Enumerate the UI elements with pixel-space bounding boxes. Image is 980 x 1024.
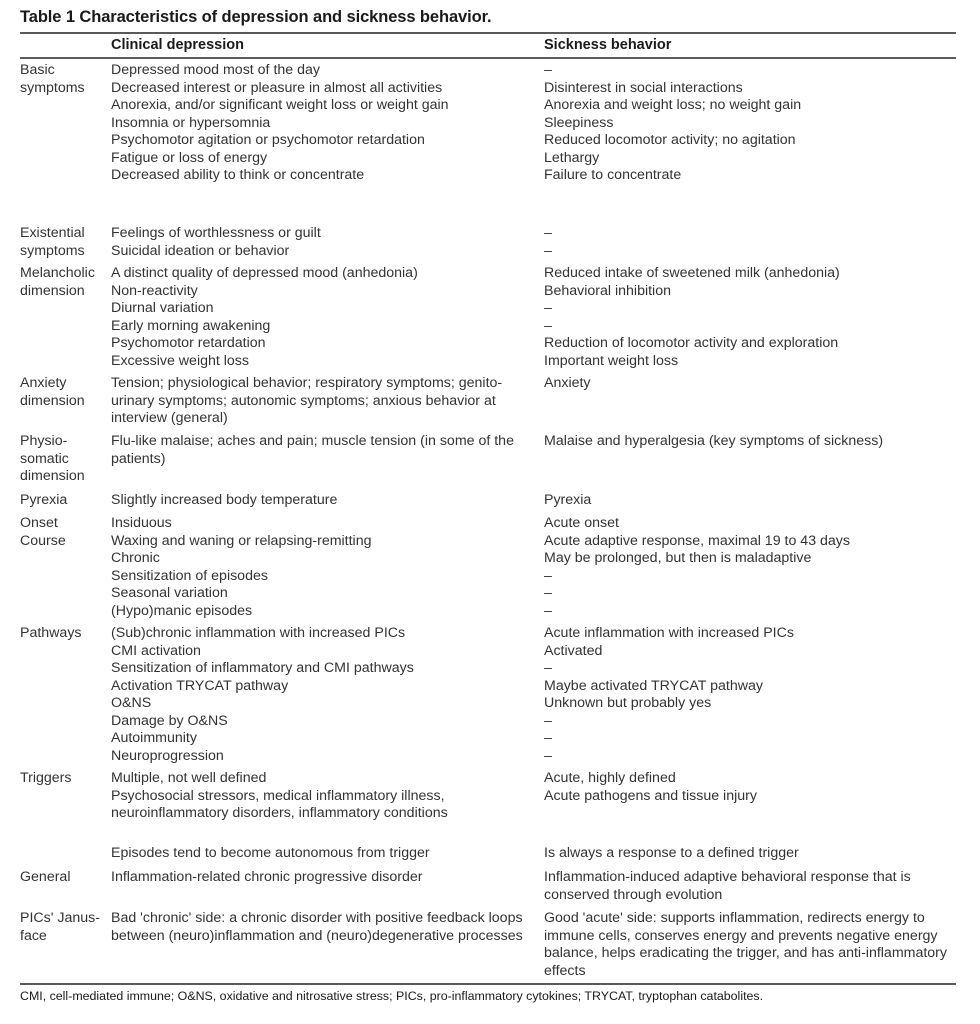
sickness-behavior-cell — [544, 910, 956, 980]
cell-line: Unknown but probably yes — [544, 695, 712, 711]
cell-line: General — [20, 869, 71, 885]
cell-line: Sensitization of inflammatory and CMI pathways — [111, 660, 414, 676]
header-rule — [20, 57, 956, 59]
cell-line: Psychomotor agitation or psychomotor retardation — [111, 132, 425, 148]
cell-line: Decreased ability to think or concentrate — [111, 167, 365, 183]
cell-line: – — [544, 62, 552, 78]
clinical-depression-cell — [111, 225, 526, 260]
cell-line: A distinct quality of depressed mood (anhedonia) — [111, 265, 418, 281]
cell-line: PICs' Janus- — [20, 910, 100, 926]
cell-line: Bad 'chronic' side: a chronic disorder with positive feedback loops — [111, 910, 523, 926]
cell-line: Malaise and hyperalgesia (key symptoms of sickness) — [544, 433, 884, 449]
clinical-depression-cell — [111, 625, 526, 765]
cell-line: Inflammation-induced adaptive behavioral response that is — [544, 869, 911, 885]
sickness-behavior-cell — [544, 375, 956, 393]
cell-line: Depressed mood most of the day — [111, 62, 320, 78]
cell-line: Acute, highly defined — [544, 770, 676, 786]
cell-line: neuroinflammatory disorders, inflammatory conditions — [111, 805, 448, 821]
cell-line: patients) — [111, 450, 166, 467]
row-category — [20, 375, 108, 410]
sickness-behavior-cell — [544, 625, 956, 765]
cell-line: Damage by O&NS — [111, 712, 228, 729]
cell-line: Pyrexia — [544, 492, 592, 508]
cell-line: – — [544, 317, 552, 334]
clinical-depression-cell — [111, 770, 526, 823]
cell-line: Acute pathogens and tissue injury — [544, 787, 757, 804]
cell-line: Course — [20, 532, 66, 549]
cell-line: Chronic — [111, 550, 160, 566]
cell-line: Diurnal variation — [111, 300, 214, 316]
table-title: Table 1 Characteristics of depression and sickness behavior. — [20, 8, 492, 26]
cell-line: effects — [544, 962, 586, 979]
clinical-depression-cell — [111, 492, 526, 510]
cell-line: (Sub)chronic inflammation with increased PICs — [111, 625, 406, 641]
cell-line: (Hypo)manic episodes — [111, 602, 253, 619]
clinical-depression-cell — [111, 845, 526, 863]
cell-line: Episodes tend to become autonomous from trigger — [111, 845, 430, 861]
clinical-depression-cell — [111, 515, 526, 620]
table-footnote: CMI, cell-mediated immune; O&NS, oxidative and nitrosative stress; PICs, pro-inflammatory cytokines; TRYCAT, tryptophan catabolites. — [20, 989, 764, 1003]
cell-line: Reduction of locomotor activity and exploration — [544, 335, 839, 351]
cell-line: dimension — [20, 468, 85, 484]
cell-line: dimension — [20, 282, 85, 299]
row-category — [20, 492, 108, 510]
row-category — [20, 225, 108, 260]
cell-line: Neuroprogression — [111, 747, 224, 764]
top-rule — [20, 32, 956, 34]
sickness-behavior-cell — [544, 265, 956, 370]
cell-line: Feelings of worthlessness or guilt — [111, 225, 321, 241]
row-category — [20, 770, 108, 788]
cell-line: Lethargy — [544, 149, 600, 166]
cell-line: Activated — [544, 642, 603, 659]
cell-line: Early morning awakening — [111, 317, 271, 334]
sickness-behavior-cell — [544, 492, 956, 510]
cell-line: – — [544, 730, 552, 746]
row-category — [20, 62, 108, 97]
cell-line: Excessive weight loss — [111, 352, 249, 369]
sickness-behavior-cell — [544, 433, 956, 451]
cell-line: – — [544, 602, 552, 619]
row-category — [20, 433, 108, 486]
sickness-behavior-cell — [544, 845, 956, 863]
cell-line: May be prolonged, but then is maladaptive — [544, 550, 812, 566]
cell-line: Is always a response to a defined trigger — [544, 845, 799, 861]
cell-line: Seasonal variation — [111, 585, 228, 601]
cell-line: urinary symptoms; autonomic symptoms; anxious behavior at — [111, 392, 496, 409]
cell-line: Insiduous — [111, 515, 172, 531]
cell-line: Suicidal ideation or behavior — [111, 242, 290, 259]
clinical-depression-cell — [111, 265, 526, 370]
cell-line: Flu-like malaise; aches and pain; muscle tension (in some of the — [111, 433, 514, 449]
cell-line: Slightly increased body temperature — [111, 492, 338, 508]
cell-line: Onset — [20, 515, 58, 531]
sickness-behavior-cell — [544, 869, 956, 904]
cell-line: Triggers — [20, 770, 72, 786]
cell-line: immune cells, conserves energy and prevents negative energy — [544, 927, 938, 944]
cell-line: Anxiety — [20, 375, 67, 391]
cell-line: Anorexia and weight loss; no weight gain — [544, 97, 802, 113]
cell-line: Inflammation-related chronic progressive disorder — [111, 869, 423, 885]
row-category — [20, 625, 108, 643]
cell-line: somatic — [20, 450, 69, 467]
cell-line: Non-reactivity — [111, 282, 198, 299]
cell-line: Acute adaptive response, maximal 19 to 43 days — [544, 532, 850, 549]
cell-line: Sleepiness — [544, 114, 614, 131]
sickness-behavior-cell — [544, 515, 956, 620]
cell-line: – — [544, 300, 552, 316]
cell-line: Maybe activated TRYCAT pathway — [544, 677, 763, 694]
cell-line: symptoms — [20, 242, 85, 259]
cell-line: between (neuro)inflammation and (neuro)degenerative processes — [111, 927, 523, 944]
cell-line: Anorexia, and/or significant weight loss or weight gain — [111, 97, 449, 113]
sickness-behavior-cell — [544, 62, 956, 185]
cell-line: dimension — [20, 392, 85, 409]
cell-line: Good 'acute' side: supports inflammation, redirects energy to — [544, 910, 925, 926]
cell-line: Anxiety — [544, 375, 591, 391]
cell-line: – — [544, 242, 552, 259]
clinical-depression-cell — [111, 62, 526, 185]
cell-line: balance, helps eradicating the trigger, and has anti-inflammatory — [544, 945, 947, 961]
cell-line: Tension; physiological behavior; respiratory symptoms; genito- — [111, 375, 503, 391]
cell-line: – — [544, 585, 552, 601]
row-category — [20, 869, 108, 887]
clinical-depression-cell — [111, 869, 526, 887]
cell-line: Fatigue or loss of energy — [111, 149, 268, 166]
cell-line: – — [544, 660, 552, 676]
cell-line: – — [544, 712, 552, 729]
cell-line: Activation TRYCAT pathway — [111, 677, 289, 694]
row-category — [20, 265, 108, 300]
cell-line: Waxing and waning or relapsing-remitting — [111, 532, 372, 549]
cell-line: symptoms — [20, 79, 85, 96]
cell-line: Important weight loss — [544, 352, 679, 369]
cell-line: Sensitization of episodes — [111, 567, 268, 584]
cell-line: Psychomotor retardation — [111, 335, 266, 351]
cell-line: interview (general) — [111, 410, 228, 426]
row-category — [20, 515, 108, 550]
cell-line: Behavioral inhibition — [544, 282, 671, 299]
cell-line: Acute onset — [544, 515, 619, 531]
clinical-depression-cell — [111, 375, 526, 428]
cell-line: – — [544, 225, 552, 241]
header-col-depression: Clinical depression — [111, 37, 244, 53]
cell-line: Disinterest in social interactions — [544, 79, 743, 96]
cell-line: – — [544, 567, 552, 584]
cell-line: Pyrexia — [20, 492, 68, 508]
cell-line: Reduced locomotor activity; no agitation — [544, 132, 796, 148]
clinical-depression-cell — [111, 910, 526, 945]
cell-line: O&NS — [111, 695, 152, 711]
cell-line: Physio- — [20, 433, 68, 449]
cell-line: conserved through evolution — [544, 886, 723, 903]
cell-line: Basic — [20, 62, 55, 78]
cell-line: Decreased interest or pleasure in almost all activities — [111, 79, 443, 96]
bottom-rule — [20, 983, 956, 985]
row-category — [20, 910, 108, 945]
sickness-behavior-cell — [544, 225, 956, 260]
cell-line: face — [20, 927, 47, 944]
sickness-behavior-cell — [544, 770, 956, 805]
cell-line: Acute inflammation with increased PICs — [544, 625, 794, 641]
clinical-depression-cell — [111, 433, 526, 468]
header-col-sickness: Sickness behavior — [544, 37, 672, 53]
cell-line: Psychosocial stressors, medical inflammatory illness, — [111, 787, 445, 804]
cell-line: Existential — [20, 225, 85, 241]
cell-line: CMI activation — [111, 642, 201, 659]
cell-line: Melancholic — [20, 265, 95, 281]
cell-line: – — [544, 747, 552, 764]
cell-line: Multiple, not well defined — [111, 770, 267, 786]
cell-line: Failure to concentrate — [544, 167, 682, 183]
cell-line: Autoimmunity — [111, 730, 197, 746]
cell-line: Insomnia or hypersomnia — [111, 114, 271, 131]
cell-line: Reduced intake of sweetened milk (anhedonia) — [544, 265, 840, 281]
cell-line: Pathways — [20, 625, 82, 641]
